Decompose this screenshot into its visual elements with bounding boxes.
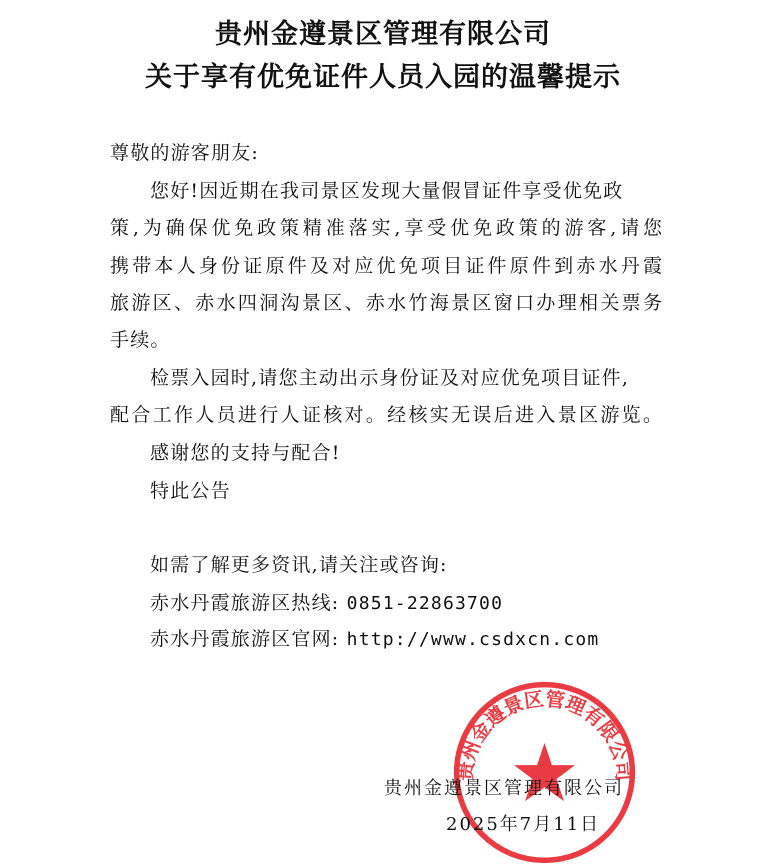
paragraph1-line4: 旅游区、赤水四洞沟景区、赤水竹海景区窗口办理相关票务	[110, 292, 662, 314]
paragraph1-line2: 策,为确保优免政策精准落实,享受优免政策的游客,请您	[110, 217, 662, 239]
salutation: 尊敬的游客朋友:	[110, 142, 260, 164]
paragraph1-line3: 携带本人身份证原件及对应优免项目证件原件到赤水丹霞	[110, 255, 662, 277]
signature-org: 贵州金遵景区管理有限公司	[384, 778, 624, 799]
hotline-label: 赤水丹霞旅游区热线:	[150, 592, 340, 614]
hotline-row	[150, 588, 503, 615]
thanks-line: 感谢您的支持与配合!	[150, 442, 341, 464]
paragraph2-line1: 检票入园时,请您主动出示身份证及对应优免项目证件,	[150, 367, 630, 389]
paragraph1-line1: 您好!因近期在我司景区发现大量假冒证件享受优免政	[150, 180, 624, 202]
document-title-line2: 关于享有优免证件人员入园的温馨提示	[145, 62, 621, 93]
notice-line: 特此公告	[150, 480, 231, 502]
website-row	[150, 624, 599, 651]
document-title-line1: 贵州金遵景区管理有限公司	[215, 19, 551, 50]
paragraph1-line5: 手续。	[110, 329, 171, 351]
contact-intro: 如需了解更多资讯,请关注或咨询:	[150, 554, 448, 576]
hotline-number: 0851-22863700	[346, 593, 504, 614]
company-seal	[452, 680, 637, 865]
website-url: http://www.csdxcn.com	[346, 629, 600, 650]
paragraph2-line2: 配合工作人员进行人证核对。经核实无误后进入景区游览。	[110, 404, 662, 426]
website-label: 赤水丹霞旅游区官网:	[150, 628, 340, 650]
seal-text: 贵州金遵景区管理有限公司	[453, 687, 636, 782]
signature-date: 2025年7月11日	[446, 814, 601, 835]
